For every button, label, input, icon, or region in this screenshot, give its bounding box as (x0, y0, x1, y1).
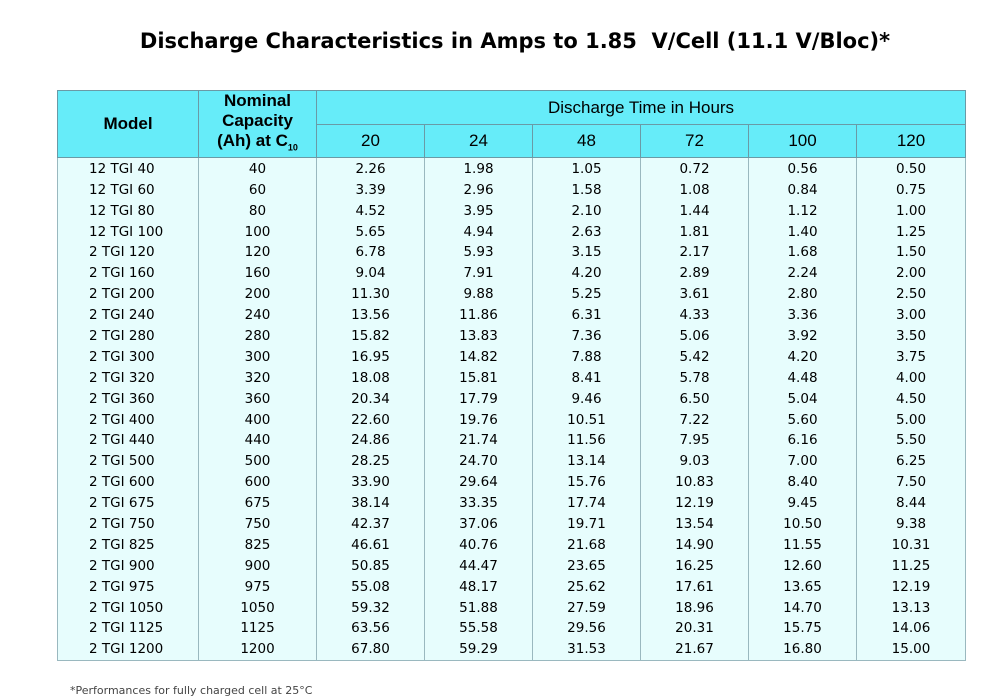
current-cell: 13.56 (317, 305, 425, 326)
current-cell: 20.31 (641, 618, 749, 639)
current-cell: 8.41 (533, 367, 641, 388)
current-cell: 10.83 (641, 472, 749, 493)
capacity-cell: 900 (199, 555, 317, 576)
model-cell: 2 TGI 300 (58, 346, 199, 367)
current-cell: 14.90 (641, 534, 749, 555)
current-cell: 5.60 (749, 409, 857, 430)
table-row (58, 263, 966, 284)
capacity-cell: 200 (199, 284, 317, 305)
current-cell: 1.25 (857, 221, 966, 242)
capacity-cell: 600 (199, 472, 317, 493)
capacity-header-line1: Nominal (223, 91, 292, 110)
current-cell: 5.50 (857, 430, 966, 451)
current-cell: 18.08 (317, 367, 425, 388)
current-cell: 7.95 (641, 430, 749, 451)
model-cell: 2 TGI 500 (58, 451, 199, 472)
current-cell: 2.89 (641, 263, 749, 284)
current-cell: 0.50 (857, 158, 966, 179)
current-cell: 15.76 (533, 472, 641, 493)
model-cell: 2 TGI 160 (58, 263, 199, 284)
current-cell: 1.81 (641, 221, 749, 242)
current-cell: 28.25 (317, 451, 425, 472)
current-cell: 0.84 (749, 179, 857, 200)
capacity-cell: 975 (199, 576, 317, 597)
capacity-cell: 440 (199, 430, 317, 451)
current-cell: 9.38 (857, 514, 966, 535)
capacity-cell: 280 (199, 326, 317, 347)
current-cell: 7.50 (857, 472, 966, 493)
model-cell: 2 TGI 200 (58, 284, 199, 305)
discharge-time-header: Discharge Time in Hours (317, 91, 966, 125)
current-cell: 3.00 (857, 305, 966, 326)
table-row (58, 451, 966, 472)
model-cell: 2 TGI 400 (58, 409, 199, 430)
footnote: *Performances for fully charged cell at 25°C (70, 684, 313, 697)
current-cell: 24.70 (425, 451, 533, 472)
current-cell: 19.71 (533, 514, 641, 535)
table-row (58, 555, 966, 576)
current-cell: 12.19 (857, 576, 966, 597)
current-cell: 31.53 (533, 639, 641, 660)
model-cell: 12 TGI 60 (58, 179, 199, 200)
current-cell: 7.36 (533, 326, 641, 347)
current-cell: 5.04 (749, 388, 857, 409)
table-row (58, 346, 966, 367)
capacity-header-line2: Capacity (222, 111, 293, 130)
current-cell: 1.40 (749, 221, 857, 242)
current-cell: 3.75 (857, 346, 966, 367)
current-cell: 9.04 (317, 263, 425, 284)
current-cell: 67.80 (317, 639, 425, 660)
current-cell: 3.92 (749, 326, 857, 347)
current-cell: 14.06 (857, 618, 966, 639)
current-cell: 17.61 (641, 576, 749, 597)
model-cell: 2 TGI 900 (58, 555, 199, 576)
current-cell: 2.80 (749, 284, 857, 305)
current-cell: 10.50 (749, 514, 857, 535)
current-cell: 33.90 (317, 472, 425, 493)
current-cell: 2.17 (641, 242, 749, 263)
current-cell: 55.58 (425, 618, 533, 639)
capacity-cell: 1050 (199, 597, 317, 618)
current-cell: 0.75 (857, 179, 966, 200)
current-cell: 46.61 (317, 534, 425, 555)
model-header: Model (58, 91, 199, 158)
table-body (58, 158, 966, 660)
current-cell: 7.00 (749, 451, 857, 472)
current-cell: 11.86 (425, 305, 533, 326)
current-cell: 22.60 (317, 409, 425, 430)
table-row (58, 493, 966, 514)
current-cell: 1.44 (641, 200, 749, 221)
current-cell: 2.00 (857, 263, 966, 284)
capacity-header (199, 91, 317, 158)
current-cell: 4.20 (749, 346, 857, 367)
table-row (58, 514, 966, 535)
table-row (58, 367, 966, 388)
table-row (58, 639, 966, 660)
current-cell: 11.56 (533, 430, 641, 451)
current-cell: 4.33 (641, 305, 749, 326)
current-cell: 3.36 (749, 305, 857, 326)
discharge-table (57, 90, 966, 661)
current-cell: 1.50 (857, 242, 966, 263)
current-cell: 16.25 (641, 555, 749, 576)
current-cell: 19.76 (425, 409, 533, 430)
capacity-cell: 120 (199, 242, 317, 263)
capacity-cell: 500 (199, 451, 317, 472)
current-cell: 40.76 (425, 534, 533, 555)
current-cell: 1.05 (533, 158, 641, 179)
table-row (58, 472, 966, 493)
current-cell: 13.54 (641, 514, 749, 535)
current-cell: 29.64 (425, 472, 533, 493)
capacity-cell: 320 (199, 367, 317, 388)
hours-header-cell: 48 (533, 125, 641, 158)
capacity-cell: 1125 (199, 618, 317, 639)
model-cell: 2 TGI 1200 (58, 639, 199, 660)
current-cell: 4.48 (749, 367, 857, 388)
current-cell: 13.83 (425, 326, 533, 347)
model-cell: 2 TGI 825 (58, 534, 199, 555)
current-cell: 13.14 (533, 451, 641, 472)
table-row (58, 430, 966, 451)
current-cell: 5.65 (317, 221, 425, 242)
current-cell: 23.65 (533, 555, 641, 576)
table-row (58, 284, 966, 305)
current-cell: 2.96 (425, 179, 533, 200)
capacity-cell: 40 (199, 158, 317, 179)
current-cell: 3.95 (425, 200, 533, 221)
current-cell: 37.06 (425, 514, 533, 535)
current-cell: 12.19 (641, 493, 749, 514)
capacity-cell: 240 (199, 305, 317, 326)
hours-header-cell: 72 (641, 125, 749, 158)
current-cell: 44.47 (425, 555, 533, 576)
current-cell: 1.08 (641, 179, 749, 200)
current-cell: 29.56 (533, 618, 641, 639)
model-cell: 2 TGI 440 (58, 430, 199, 451)
capacity-header-line3: (Ah) at C (217, 131, 288, 150)
current-cell: 51.88 (425, 597, 533, 618)
current-cell: 17.79 (425, 388, 533, 409)
current-cell: 6.50 (641, 388, 749, 409)
current-cell: 21.68 (533, 534, 641, 555)
current-cell: 20.34 (317, 388, 425, 409)
current-cell: 18.96 (641, 597, 749, 618)
model-cell: 2 TGI 320 (58, 367, 199, 388)
capacity-cell: 100 (199, 221, 317, 242)
current-cell: 63.56 (317, 618, 425, 639)
current-cell: 17.74 (533, 493, 641, 514)
current-cell: 38.14 (317, 493, 425, 514)
current-cell: 3.61 (641, 284, 749, 305)
current-cell: 15.75 (749, 618, 857, 639)
current-cell: 59.32 (317, 597, 425, 618)
current-cell: 14.82 (425, 346, 533, 367)
current-cell: 5.25 (533, 284, 641, 305)
current-cell: 13.13 (857, 597, 966, 618)
current-cell: 21.67 (641, 639, 749, 660)
current-cell: 59.29 (425, 639, 533, 660)
model-cell: 2 TGI 750 (58, 514, 199, 535)
capacity-cell: 80 (199, 200, 317, 221)
capacity-cell: 300 (199, 346, 317, 367)
table-row (58, 158, 966, 179)
hours-header-cell: 120 (857, 125, 966, 158)
current-cell: 15.81 (425, 367, 533, 388)
current-cell: 9.46 (533, 388, 641, 409)
current-cell: 2.10 (533, 200, 641, 221)
current-cell: 12.60 (749, 555, 857, 576)
capacity-cell: 1200 (199, 639, 317, 660)
current-cell: 5.78 (641, 367, 749, 388)
capacity-cell: 60 (199, 179, 317, 200)
model-cell: 12 TGI 80 (58, 200, 199, 221)
current-cell: 1.58 (533, 179, 641, 200)
current-cell: 9.03 (641, 451, 749, 472)
hours-header-cell: 24 (425, 125, 533, 158)
current-cell: 4.94 (425, 221, 533, 242)
current-cell: 2.26 (317, 158, 425, 179)
current-cell: 1.12 (749, 200, 857, 221)
current-cell: 6.31 (533, 305, 641, 326)
model-cell: 2 TGI 120 (58, 242, 199, 263)
current-cell: 6.78 (317, 242, 425, 263)
current-cell: 4.52 (317, 200, 425, 221)
current-cell: 0.56 (749, 158, 857, 179)
model-cell: 2 TGI 975 (58, 576, 199, 597)
page-title: Discharge Characteristics in Amps to 1.85 V/Cell (11.1 V/Bloc)* (139, 29, 891, 53)
current-cell: 11.55 (749, 534, 857, 555)
current-cell: 55.08 (317, 576, 425, 597)
current-cell: 3.39 (317, 179, 425, 200)
current-cell: 14.70 (749, 597, 857, 618)
table-header (58, 91, 966, 158)
current-cell: 7.88 (533, 346, 641, 367)
current-cell: 6.16 (749, 430, 857, 451)
current-cell: 4.20 (533, 263, 641, 284)
model-cell: 2 TGI 240 (58, 305, 199, 326)
model-cell: 2 TGI 675 (58, 493, 199, 514)
current-cell: 10.51 (533, 409, 641, 430)
current-cell: 25.62 (533, 576, 641, 597)
current-cell: 11.30 (317, 284, 425, 305)
current-cell: 9.88 (425, 284, 533, 305)
model-cell: 2 TGI 600 (58, 472, 199, 493)
current-cell: 11.25 (857, 555, 966, 576)
current-cell: 5.06 (641, 326, 749, 347)
table-row (58, 597, 966, 618)
current-cell: 13.65 (749, 576, 857, 597)
current-cell: 7.91 (425, 263, 533, 284)
model-cell: 2 TGI 280 (58, 326, 199, 347)
current-cell: 1.98 (425, 158, 533, 179)
table-row (58, 326, 966, 347)
hours-header-cell: 20 (317, 125, 425, 158)
current-cell: 42.37 (317, 514, 425, 535)
current-cell: 3.15 (533, 242, 641, 263)
current-cell: 6.25 (857, 451, 966, 472)
current-cell: 3.50 (857, 326, 966, 347)
current-cell: 33.35 (425, 493, 533, 514)
current-cell: 1.68 (749, 242, 857, 263)
current-cell: 16.95 (317, 346, 425, 367)
current-cell: 15.82 (317, 326, 425, 347)
model-cell: 12 TGI 100 (58, 221, 199, 242)
capacity-cell: 360 (199, 388, 317, 409)
current-cell: 24.86 (317, 430, 425, 451)
table-row (58, 576, 966, 597)
model-cell: 12 TGI 40 (58, 158, 199, 179)
model-cell: 2 TGI 360 (58, 388, 199, 409)
table-row (58, 179, 966, 200)
current-cell: 0.72 (641, 158, 749, 179)
current-cell: 5.93 (425, 242, 533, 263)
current-cell: 1.00 (857, 200, 966, 221)
current-cell: 15.00 (857, 639, 966, 660)
capacity-cell: 750 (199, 514, 317, 535)
current-cell: 21.74 (425, 430, 533, 451)
table-row (58, 388, 966, 409)
current-cell: 5.00 (857, 409, 966, 430)
table-row (58, 221, 966, 242)
capacity-cell: 400 (199, 409, 317, 430)
current-cell: 4.00 (857, 367, 966, 388)
current-cell: 8.44 (857, 493, 966, 514)
current-cell: 7.22 (641, 409, 749, 430)
current-cell: 10.31 (857, 534, 966, 555)
model-cell: 2 TGI 1125 (58, 618, 199, 639)
table-row (58, 200, 966, 221)
current-cell: 2.63 (533, 221, 641, 242)
current-cell: 5.42 (641, 346, 749, 367)
table-row (58, 242, 966, 263)
capacity-cell: 160 (199, 263, 317, 284)
capacity-header-subscript: 10 (287, 142, 298, 153)
current-cell: 48.17 (425, 576, 533, 597)
capacity-cell: 675 (199, 493, 317, 514)
hours-header-cell: 100 (749, 125, 857, 158)
table-row (58, 409, 966, 430)
capacity-cell: 825 (199, 534, 317, 555)
model-cell: 2 TGI 1050 (58, 597, 199, 618)
table-row (58, 618, 966, 639)
current-cell: 9.45 (749, 493, 857, 514)
current-cell: 16.80 (749, 639, 857, 660)
current-cell: 8.40 (749, 472, 857, 493)
table-row (58, 534, 966, 555)
current-cell: 27.59 (533, 597, 641, 618)
table-row (58, 305, 966, 326)
current-cell: 4.50 (857, 388, 966, 409)
current-cell: 50.85 (317, 555, 425, 576)
current-cell: 2.24 (749, 263, 857, 284)
current-cell: 2.50 (857, 284, 966, 305)
